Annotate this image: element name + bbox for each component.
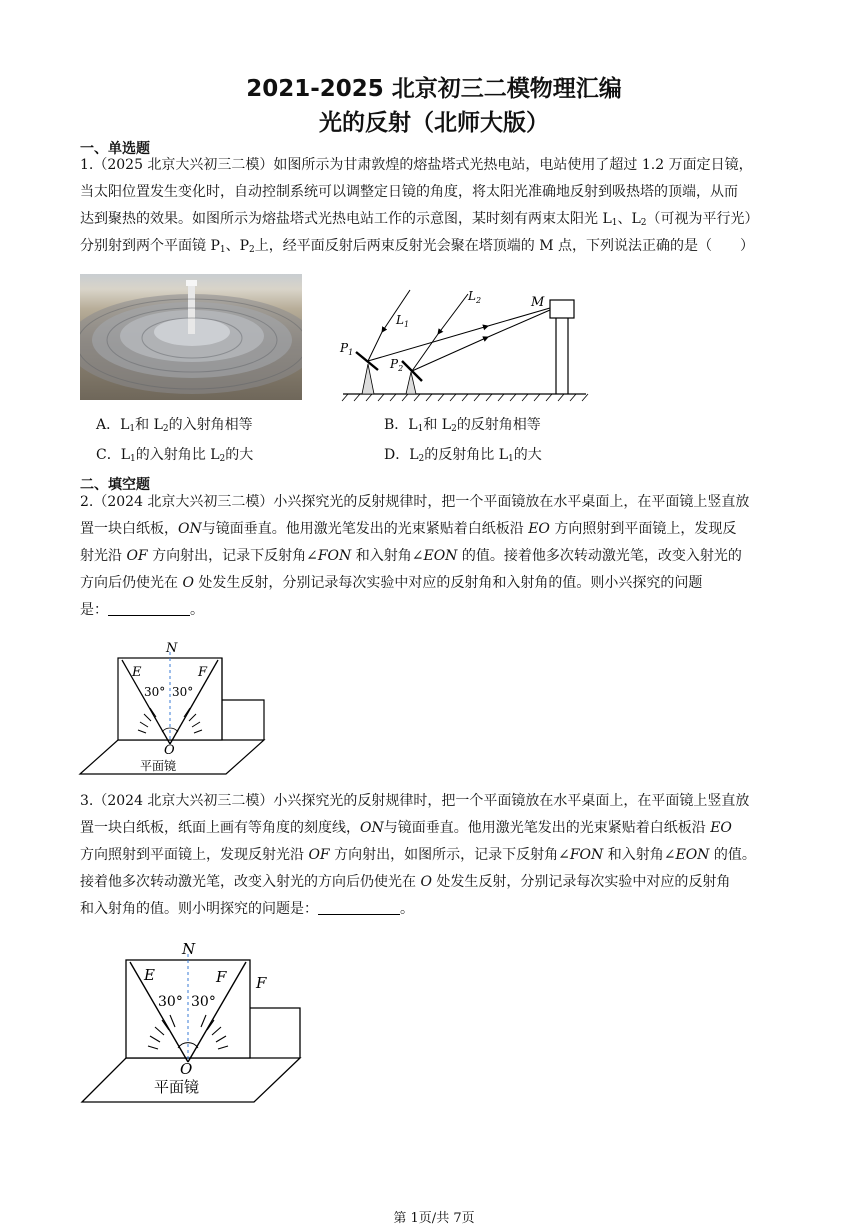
label-f: F xyxy=(198,665,208,680)
folded-board xyxy=(222,700,264,740)
page-title: 2021-2025 北京初三二模物理汇编 xyxy=(246,76,622,102)
ray-l2-incident-a xyxy=(438,294,468,334)
q1-line-4: 分别射到两个平面镜 $P_1$、$P_2$上，经平面反射后两束反射光会聚在塔顶端的 M 点，下列说法正确的是（ ） xyxy=(80,238,754,255)
label-f-side: F xyxy=(256,974,267,992)
q1-line-3: 达到聚热的效果。如图所示为熔盐塔式光热电站工作的示意图，某时刻有两束太阳光 $L_1$、$L_2$（可视为平行光） xyxy=(80,211,759,228)
label-l1: $L_1$ xyxy=(396,313,410,329)
label-p1: $P_1$ xyxy=(340,341,354,357)
label-mirror: 平面镜 xyxy=(154,1078,200,1096)
ray-l1-reflect-a xyxy=(368,326,488,361)
option-c[interactable]: C．$L_1$的入射角比 $L_2$的大 xyxy=(96,447,254,464)
label-l2: $L_2$ xyxy=(468,289,482,305)
label-m: M xyxy=(531,295,545,310)
reflection-board-diagram-q2 xyxy=(78,640,268,780)
q2-line-3: 射光沿 OF 方向射出，记录下反射角∠FON 和入射角∠EON 的值。接着他多次转动激光笔，改变入射光的 xyxy=(80,548,742,564)
option-b[interactable]: B．$L_1$和 $L_2$的反射角相等 xyxy=(384,417,541,434)
solar-field-illustration xyxy=(80,274,302,400)
question-1-text xyxy=(80,152,792,260)
q3-line-1: 3.（2024 北京大兴初三二模）小兴探究光的反射规律时，把一个平面镜放在水平桌面上，在平面镜上竖直放 xyxy=(80,793,750,809)
q2-line-4: 方向后仍使光在 O 处发生反射，分别记录每次实验中对应的反射角和入射角的值。则小兴探究的问题 xyxy=(80,575,703,591)
label-e: E xyxy=(132,665,142,680)
option-d[interactable]: D．$L_2$的反射角比 $L_1$的大 xyxy=(384,447,542,464)
q3-line-5: 和入射角的值。则小明探究的问题是： 。 xyxy=(80,901,414,917)
q2-line-2: 置一块白纸板，ON与镜面垂直。他用激光笔发出的光束紧贴着白纸板沿 EO 方向照射到平面镜上，发现反 xyxy=(80,521,737,537)
angle-label-left: 30° xyxy=(144,685,166,699)
page-subtitle: 光的反射（北师大版） xyxy=(319,110,549,136)
heliostat-diagram xyxy=(338,284,590,404)
label-n: N xyxy=(182,940,196,958)
ground-hatching xyxy=(342,394,588,401)
receiver-box xyxy=(550,300,574,318)
label-p2: $P_2$ xyxy=(390,357,404,373)
q2-line-1: 2.（2024 北京大兴初三二模）小兴探究光的反射规律时，把一个平面镜放在水平桌面上，在平面镜上竖直放 xyxy=(80,494,750,510)
q1-line-1: 1.（2025 北京大兴初三二模）如图所示为甘肃敦煌的熔盐塔式光热电站，电站使用了超过 1.2 万面定日镜， xyxy=(80,157,753,173)
q1-line-2: 当太阳位置发生变化时，自动控制系统可以调整定日镜的角度，将太阳光准确地反射到吸热塔的顶端，从而 xyxy=(80,184,738,200)
q3-line-3: 方向照射到平面镜上，发现反射光沿 OF 方向射出，如图所示，记录下反射角∠FON 和入射角∠EON 的值。 xyxy=(80,847,756,863)
angle-label-right: 30° xyxy=(191,994,216,1010)
page-footer: 第 1页/共 7页 xyxy=(393,1211,475,1226)
angle-label-right: 30° xyxy=(172,685,194,699)
q2-line-5: 是： 。 xyxy=(80,602,204,618)
label-n: N xyxy=(166,641,178,656)
question-2-text xyxy=(80,489,792,624)
mirror-stand-p1 xyxy=(362,364,374,394)
label-mirror: 平面镜 xyxy=(140,759,177,773)
section-heading-single-choice: 一、单选题 xyxy=(80,141,150,157)
label-o: O xyxy=(164,743,175,758)
q2-answer-blank[interactable] xyxy=(108,601,190,616)
question-3-text xyxy=(80,788,792,923)
q3-line-2: 置一块白纸板，纸面上画有等角度的刻度线，ON与镜面垂直。他用激光笔发出的光束紧贴着白纸板沿 EO xyxy=(80,820,732,836)
mirror-stand-p2 xyxy=(406,372,416,394)
q3-line-4: 接着他多次转动激光笔，改变入射光的方向后仍使光在 O 处发生反射，分别记录每次实验中对应的反射角 xyxy=(80,874,731,890)
reflection-board-diagram-q3 xyxy=(78,938,308,1110)
angle-label-left: 30° xyxy=(158,994,183,1010)
label-f: F xyxy=(216,968,227,986)
ray-l1-incident-b xyxy=(368,332,382,361)
option-a[interactable]: A．$L_1$和 $L_2$的入射角相等 xyxy=(96,417,253,434)
solar-plant-photo xyxy=(80,274,302,400)
label-o: O xyxy=(180,1060,193,1078)
q3-answer-blank[interactable] xyxy=(318,900,400,915)
section-heading-fill-blank: 二、填空题 xyxy=(80,477,150,493)
label-e: E xyxy=(144,966,155,984)
folded-board xyxy=(250,1008,300,1058)
